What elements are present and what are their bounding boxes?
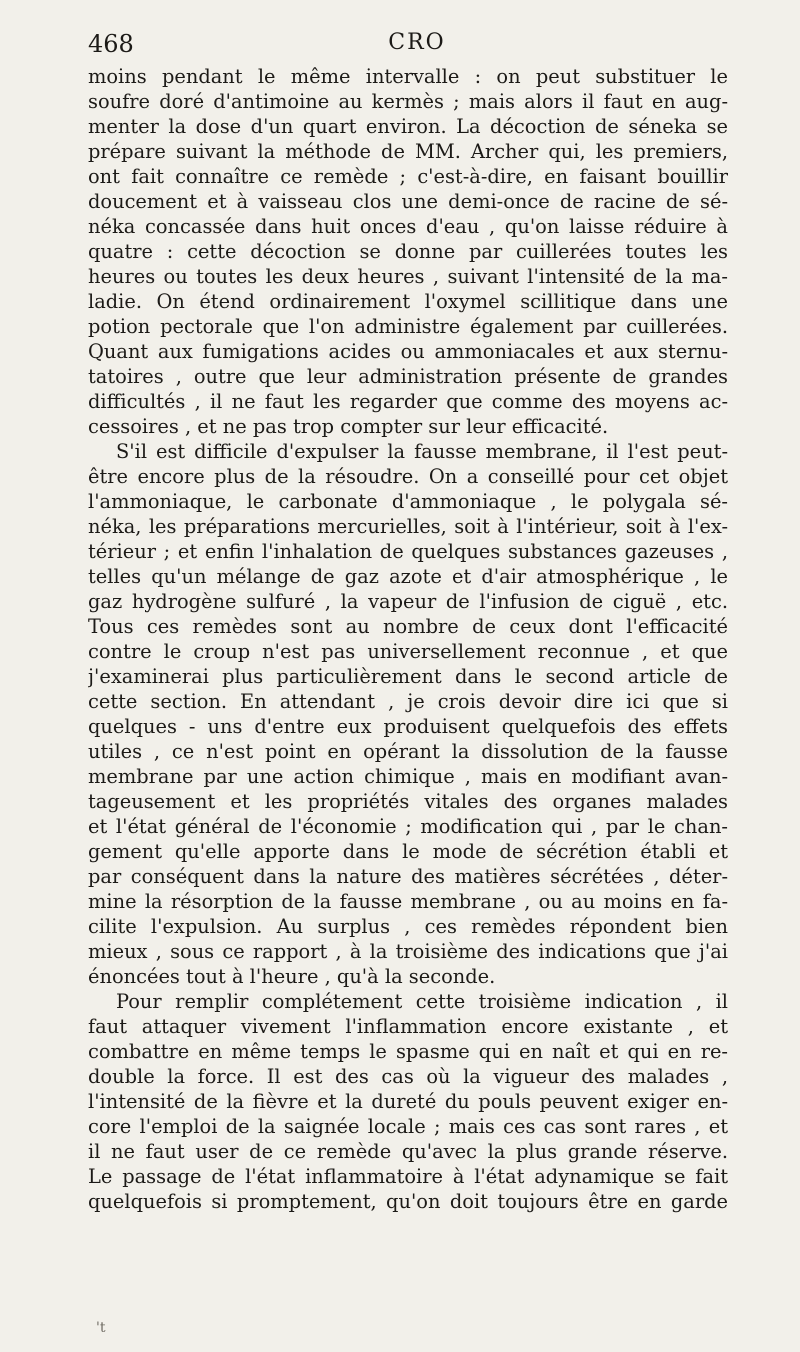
text-line: membrane par une action chimique , mais en modifiant avan-: [88, 765, 728, 788]
text-line: Quant aux fumigations acides ou ammoniacales et aux sternu-: [88, 340, 728, 363]
text-line: térieur ; et enfin l'inhalation de quelques substances gazeuses ,: [88, 540, 728, 563]
text-line: ont fait connaître ce remède ; c'est-à-dire, en faisant bouillir: [88, 165, 728, 188]
text-line: quatre : cette décoction se donne par cuillerées toutes les: [88, 240, 728, 263]
text-line: utiles , ce n'est point en opérant la dissolution de la fausse: [88, 740, 728, 763]
text-line: tatoires , outre que leur administration présente de grandes: [88, 365, 728, 388]
text-line: cessoires , et ne pas trop compter sur leur efficacité.: [88, 415, 609, 438]
text-line: contre le croup n'est pas universellement reconnue , et que: [88, 640, 728, 663]
paragraph: [88, 989, 728, 1214]
text-line: menter la dose d'un quart environ. La décoction de séneka se: [88, 115, 728, 138]
text-line: Le passage de l'état inflammatoire à l'état adynamique se fait: [88, 1165, 728, 1188]
text-line: heures ou toutes les deux heures , suivant l'intensité de la ma-: [88, 265, 728, 288]
text-line: potion pectorale que l'on administre également par cuillerées.: [88, 315, 728, 338]
text-line: telles qu'un mélange de gaz azote et d'air atmosphérique , le: [88, 565, 728, 588]
text-line: Pour remplir complétement cette troisième indication , il: [116, 990, 728, 1013]
text-line: j'examinerai plus particulièrement dans le second article de: [88, 665, 728, 688]
text-line: core l'emploi de la saignée locale ; mais ces cas sont rares , et: [88, 1115, 728, 1138]
text-line: mine la résorption de la fausse membrane , ou au moins en fa-: [88, 890, 728, 913]
text-line: doucement et à vaisseau clos une demi-once de racine de sé-: [88, 190, 728, 213]
text-line: énoncées tout à l'heure , qu'à la seconde.: [88, 965, 496, 988]
paragraph: [88, 64, 728, 439]
text-line: faut attaquer vivement l'inflammation encore existante , et: [88, 1015, 728, 1038]
text-line: par conséquent dans la nature des matières sécrétées , déter-: [88, 865, 728, 888]
text-line: néka concassée dans huit onces d'eau , qu'on laisse réduire à: [88, 215, 728, 238]
text-line: ladie. On étend ordinairement l'oxymel scillitique dans une: [88, 290, 728, 313]
page-number: 468: [88, 30, 134, 58]
text-line: quelquefois si promptement, qu'on doit toujours être en garde: [88, 1190, 728, 1213]
text-line: double la force. Il est des cas où la vigueur des malades ,: [88, 1065, 728, 1088]
footer-mark: 't: [96, 1320, 106, 1336]
text-line: difficultés , il ne faut les regarder que comme des moyens ac-: [88, 390, 728, 413]
text-line: l'ammoniaque, le carbonate d'ammoniaque , le polygala sé-: [88, 490, 728, 513]
text-line: il ne faut user de ce remède qu'avec la plus grande réserve.: [88, 1140, 728, 1163]
text-line: tageusement et les propriétés vitales des organes malades: [88, 790, 728, 813]
page-header: [88, 30, 746, 62]
text-line: être encore plus de la résoudre. On a conseillé pour cet objet: [88, 465, 728, 488]
text-line: mieux , sous ce rapport , à la troisième des indications que j'ai: [88, 940, 728, 963]
text-line: prépare suivant la méthode de MM. Archer qui, les premiers,: [88, 140, 728, 163]
text-line: gaz hydrogène sulfuré , la vapeur de l'infusion de ciguë , etc.: [88, 590, 728, 613]
text-line: moins pendant le même intervalle : on peut substituer le: [88, 65, 728, 88]
body-text: [88, 64, 728, 1214]
text-line: Tous ces remèdes sont au nombre de ceux dont l'efficacité: [88, 615, 728, 638]
text-line: néka, les préparations mercurielles, soit à l'intérieur, soit à l'ex-: [88, 515, 728, 538]
text-line: et l'état général de l'économie ; modification qui , par le chan-: [88, 815, 728, 838]
text-line: S'il est difficile d'expulser la fausse membrane, il l'est peut-: [116, 440, 728, 463]
paragraph: [88, 439, 728, 989]
text-line: combattre en même temps le spasme qui en naît et qui en re-: [88, 1040, 728, 1063]
text-line: cilite l'expulsion. Au surplus , ces remèdes répondent bien: [88, 915, 728, 938]
text-line: quelques - uns d'entre eux produisent quelquefois des effets: [88, 715, 728, 738]
running-head: CRO: [388, 30, 446, 55]
text-line: soufre doré d'antimoine au kermès ; mais alors il faut en aug-: [88, 90, 728, 113]
text-line: l'intensité de la fièvre et la dureté du pouls peuvent exiger en-: [88, 1090, 728, 1113]
text-line: cette section. En attendant , je crois devoir dire ici que si: [88, 690, 728, 713]
text-line: gement qu'elle apporte dans le mode de sécrétion établi et: [88, 840, 728, 863]
